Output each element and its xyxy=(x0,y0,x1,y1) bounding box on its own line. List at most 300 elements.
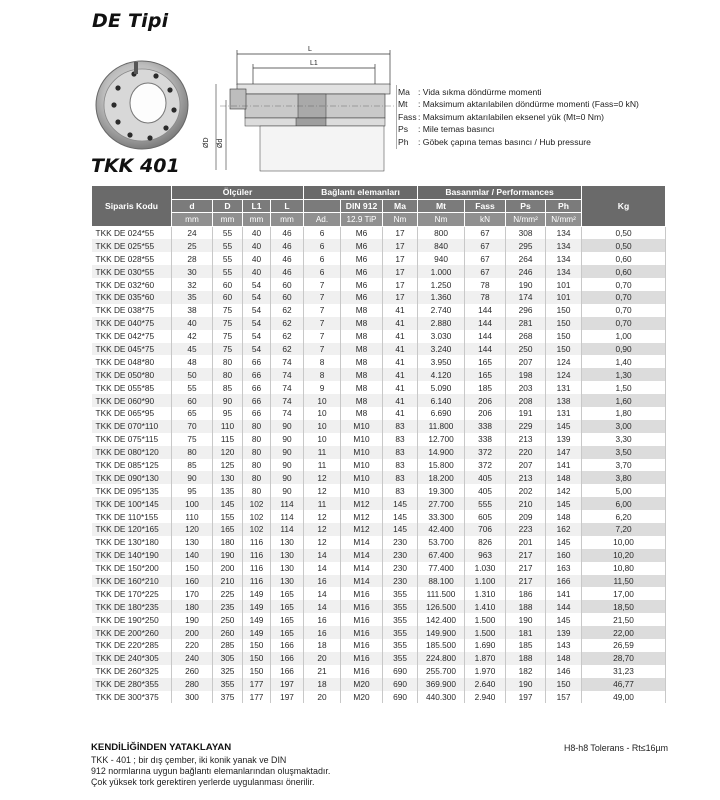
table-cell: 217 xyxy=(506,549,546,562)
dim-phi-d-label: Ød xyxy=(217,138,224,148)
table-cell: 41 xyxy=(383,368,418,381)
table-cell: 40 xyxy=(243,239,271,252)
table-cell: M6 xyxy=(341,265,383,278)
table-cell: 0,70 xyxy=(582,278,666,291)
table-cell: 165 xyxy=(271,587,304,600)
col-fass: Fass xyxy=(465,199,506,213)
table-cell: 14 xyxy=(304,587,341,600)
table-cell: 149 xyxy=(243,587,271,600)
table-cell: 197 xyxy=(506,691,546,704)
table-cell: 74 xyxy=(271,368,304,381)
table-row xyxy=(92,394,666,407)
table-cell: 210 xyxy=(506,497,546,510)
table-cell: 4.120 xyxy=(418,368,465,381)
table-cell: 65 xyxy=(172,407,213,420)
table-cell: M14 xyxy=(341,549,383,562)
product-photo xyxy=(90,50,195,155)
table-cell: 163 xyxy=(546,562,582,575)
table-cell: 405 xyxy=(465,471,506,484)
table-row xyxy=(92,278,666,291)
table-cell: 826 xyxy=(465,536,506,549)
table-cell: 41 xyxy=(383,304,418,317)
table-cell: 9 xyxy=(304,381,341,394)
table-cell: 130 xyxy=(271,536,304,549)
table-cell: 141 xyxy=(546,459,582,472)
col-din: DIN 912 xyxy=(341,199,383,213)
legend-row: Fass : Maksimum aktarılabilen eksenel yük (Mt=0 Nm) xyxy=(398,111,605,122)
table-cell: 280 xyxy=(172,678,213,691)
order-code-cell: TKK DE 024*55 xyxy=(92,226,172,239)
order-code-cell: TKK DE 160*210 xyxy=(92,575,172,588)
spec-table xyxy=(91,185,666,703)
order-code-cell: TKK DE 130*180 xyxy=(92,536,172,549)
table-cell: 170 xyxy=(172,587,213,600)
table-cell: 174 xyxy=(506,291,546,304)
order-code-cell: TKK DE 050*80 xyxy=(92,368,172,381)
table-cell: 165 xyxy=(465,368,506,381)
table-cell: M20 xyxy=(341,678,383,691)
legend-row: Mt : Maksimum aktarılabilen döndürme momenti (Fass=0 kN) xyxy=(398,99,639,110)
table-cell: 130 xyxy=(271,562,304,575)
table-cell: 16 xyxy=(304,613,341,626)
table-cell: 62 xyxy=(271,330,304,343)
table-row xyxy=(92,497,666,510)
table-cell: 148 xyxy=(546,652,582,665)
table-cell: 1.000 xyxy=(418,265,465,278)
table-row xyxy=(92,600,666,613)
table-cell: M8 xyxy=(341,304,383,317)
table-cell: 60 xyxy=(213,291,243,304)
order-code-cell: TKK DE 300*375 xyxy=(92,691,172,704)
table-cell: 150 xyxy=(546,317,582,330)
table-cell: 140 xyxy=(172,549,213,562)
table-cell: 1,60 xyxy=(582,394,666,407)
table-cell: 190 xyxy=(172,613,213,626)
table-cell: 150 xyxy=(243,665,271,678)
table-cell: 0,50 xyxy=(582,226,666,239)
table-cell: 10,20 xyxy=(582,549,666,562)
table-cell: 28,70 xyxy=(582,652,666,665)
table-cell: 126.500 xyxy=(418,600,465,613)
table-cell: 166 xyxy=(546,575,582,588)
order-code-cell: TKK DE 085*125 xyxy=(92,459,172,472)
table-cell: 180 xyxy=(213,536,243,549)
table-cell: 250 xyxy=(506,343,546,356)
table-cell: M16 xyxy=(341,639,383,652)
table-cell: 80 xyxy=(243,420,271,433)
table-cell: 80 xyxy=(172,446,213,459)
table-cell: 33.300 xyxy=(418,510,465,523)
table-cell: 83 xyxy=(383,446,418,459)
table-cell: 7 xyxy=(304,317,341,330)
legend-row: Ph : Göbek çapına temas basıncı / Hub pressure xyxy=(398,136,591,147)
table-cell: 83 xyxy=(383,484,418,497)
table-cell: 217 xyxy=(506,575,546,588)
table-cell: 246 xyxy=(506,265,546,278)
table-cell: 605 xyxy=(465,510,506,523)
table-cell: 2.880 xyxy=(418,317,465,330)
table-cell: 50 xyxy=(172,368,213,381)
table-cell: 27.700 xyxy=(418,497,465,510)
table-cell: 0,70 xyxy=(582,317,666,330)
table-cell: 355 xyxy=(383,626,418,639)
table-cell: 74 xyxy=(271,381,304,394)
table-cell: 3,70 xyxy=(582,459,666,472)
table-cell: 41 xyxy=(383,355,418,368)
table-cell: 14 xyxy=(304,562,341,575)
table-cell: 131 xyxy=(546,407,582,420)
table-cell: 250 xyxy=(213,613,243,626)
table-cell: 120 xyxy=(172,523,213,536)
table-cell: M6 xyxy=(341,278,383,291)
legend-row: Ma : Vida sıkma döndürme momenti xyxy=(398,87,542,97)
technical-drawing xyxy=(200,40,400,175)
table-cell: 67 xyxy=(465,226,506,239)
table-cell: 62 xyxy=(271,317,304,330)
table-cell: 30 xyxy=(172,265,213,278)
table-cell: 225 xyxy=(213,587,243,600)
table-cell: M8 xyxy=(341,317,383,330)
table-cell: 6 xyxy=(304,239,341,252)
table-cell: 101 xyxy=(546,278,582,291)
table-cell: 75 xyxy=(213,330,243,343)
table-cell: 66 xyxy=(243,355,271,368)
table-cell: 138 xyxy=(546,394,582,407)
unit-mt: Nm xyxy=(418,213,465,227)
table-cell: 405 xyxy=(465,484,506,497)
table-cell: 114 xyxy=(271,497,304,510)
table-cell: 1.360 xyxy=(418,291,465,304)
table-cell: 5.090 xyxy=(418,381,465,394)
table-cell: 75 xyxy=(213,343,243,356)
table-cell: 144 xyxy=(465,304,506,317)
order-code-cell: TKK DE 110*155 xyxy=(92,510,172,523)
table-row xyxy=(92,446,666,459)
order-code-cell: TKK DE 140*190 xyxy=(92,549,172,562)
table-cell: 1.690 xyxy=(465,639,506,652)
table-cell: 74 xyxy=(271,355,304,368)
table-cell: 185 xyxy=(506,639,546,652)
table-row xyxy=(92,291,666,304)
table-cell: 355 xyxy=(383,600,418,613)
table-cell: 11 xyxy=(304,459,341,472)
table-cell: 145 xyxy=(383,497,418,510)
table-cell: 120 xyxy=(213,446,243,459)
table-cell: 10,00 xyxy=(582,536,666,549)
table-cell: 1,50 xyxy=(582,381,666,394)
table-cell: 3,00 xyxy=(582,420,666,433)
table-cell: 67 xyxy=(465,265,506,278)
footer-heading: KENDİLİĞİNDEN YATAKLAYAN xyxy=(91,742,232,753)
table-cell: 963 xyxy=(465,549,506,562)
table-cell: 40 xyxy=(243,226,271,239)
table-cell: 54 xyxy=(243,278,271,291)
table-cell: 17 xyxy=(383,291,418,304)
table-cell: 134 xyxy=(546,239,582,252)
table-cell: 305 xyxy=(213,652,243,665)
table-cell: 800 xyxy=(418,226,465,239)
table-cell: 135 xyxy=(213,484,243,497)
order-code-cell: TKK DE 045*75 xyxy=(92,343,172,356)
table-cell: 325 xyxy=(213,665,243,678)
table-cell: 31,23 xyxy=(582,665,666,678)
table-cell: M6 xyxy=(341,226,383,239)
table-cell: 144 xyxy=(546,600,582,613)
table-cell: 78 xyxy=(465,291,506,304)
table-cell: 201 xyxy=(506,536,546,549)
table-cell: 177 xyxy=(243,691,271,704)
table-cell: 146 xyxy=(546,665,582,678)
table-cell: 160 xyxy=(172,575,213,588)
table-cell: 55 xyxy=(172,381,213,394)
table-row xyxy=(92,523,666,536)
table-cell: 200 xyxy=(172,626,213,639)
table-cell: 7 xyxy=(304,304,341,317)
table-cell: 190 xyxy=(506,613,546,626)
table-cell: 7 xyxy=(304,278,341,291)
table-row xyxy=(92,239,666,252)
table-cell: 690 xyxy=(383,665,418,678)
order-code-cell: TKK DE 090*130 xyxy=(92,471,172,484)
table-cell: 14 xyxy=(304,600,341,613)
table-cell: 90 xyxy=(213,394,243,407)
table-cell: 60 xyxy=(271,291,304,304)
table-cell: M16 xyxy=(341,587,383,600)
unit-fass: kN xyxy=(465,213,506,227)
table-cell: M8 xyxy=(341,368,383,381)
table-cell: 8 xyxy=(304,368,341,381)
table-cell: 220 xyxy=(506,446,546,459)
table-row xyxy=(92,626,666,639)
table-cell: 200 xyxy=(213,562,243,575)
table-cell: 1.870 xyxy=(465,652,506,665)
table-cell: 114 xyxy=(271,510,304,523)
table-cell: 206 xyxy=(465,394,506,407)
table-cell: 268 xyxy=(506,330,546,343)
order-code-cell: TKK DE 220*285 xyxy=(92,639,172,652)
table-cell: 706 xyxy=(465,523,506,536)
footer-line: TKK - 401 ; bir dış çember, iki konik yanak ve DIN xyxy=(91,755,287,765)
table-cell: 149 xyxy=(243,626,271,639)
table-cell: 18 xyxy=(304,639,341,652)
table-cell: 355 xyxy=(383,587,418,600)
col-ma: Ma xyxy=(383,199,418,213)
table-cell: 264 xyxy=(506,252,546,265)
table-cell: 12 xyxy=(304,536,341,549)
table-cell: 1.250 xyxy=(418,278,465,291)
table-row xyxy=(92,355,666,368)
table-cell: 10 xyxy=(304,433,341,446)
table-cell: 78 xyxy=(465,278,506,291)
table-cell: 165 xyxy=(465,355,506,368)
table-cell: 102 xyxy=(243,497,271,510)
table-cell: 260 xyxy=(172,665,213,678)
table-cell: 12 xyxy=(304,523,341,536)
table-cell: M10 xyxy=(341,471,383,484)
table-cell: M8 xyxy=(341,355,383,368)
table-cell: 80 xyxy=(243,446,271,459)
unit-ma: Nm xyxy=(383,213,418,227)
table-cell: 139 xyxy=(546,433,582,446)
table-cell: 95 xyxy=(172,484,213,497)
table-cell: 134 xyxy=(546,226,582,239)
table-cell: 83 xyxy=(383,471,418,484)
table-cell: 230 xyxy=(383,549,418,562)
table-cell: 190 xyxy=(213,549,243,562)
col-order-code: Siparis Kodu xyxy=(92,186,172,227)
table-cell: 150 xyxy=(546,304,582,317)
table-cell: 55 xyxy=(213,252,243,265)
table-cell: 149 xyxy=(243,600,271,613)
table-cell: 54 xyxy=(243,330,271,343)
table-cell: 11,50 xyxy=(582,575,666,588)
table-cell: 38 xyxy=(172,304,213,317)
table-cell: 83 xyxy=(383,433,418,446)
table-cell: 208 xyxy=(506,394,546,407)
table-cell: 240 xyxy=(172,652,213,665)
table-cell: 181 xyxy=(506,626,546,639)
order-code-cell: TKK DE 080*120 xyxy=(92,446,172,459)
table-cell: 60 xyxy=(271,278,304,291)
table-cell: 260 xyxy=(213,626,243,639)
table-cell: 150 xyxy=(546,343,582,356)
table-cell: 75 xyxy=(213,304,243,317)
table-cell: 35 xyxy=(172,291,213,304)
table-cell: 188 xyxy=(506,652,546,665)
table-cell: 116 xyxy=(243,549,271,562)
table-cell: 75 xyxy=(172,433,213,446)
table-cell: 46 xyxy=(271,226,304,239)
table-cell: 90 xyxy=(271,484,304,497)
table-cell: 14.900 xyxy=(418,446,465,459)
order-code-cell: TKK DE 240*305 xyxy=(92,652,172,665)
table-row xyxy=(92,510,666,523)
table-cell: 54 xyxy=(243,291,271,304)
table-cell: M16 xyxy=(341,652,383,665)
unit-ps: N/mm² xyxy=(506,213,546,227)
table-cell: M10 xyxy=(341,459,383,472)
table-cell: 53.700 xyxy=(418,536,465,549)
table-cell: 130 xyxy=(213,471,243,484)
dim-L1-label: L1 xyxy=(310,60,318,67)
table-cell: 134 xyxy=(546,265,582,278)
table-cell: 124 xyxy=(546,355,582,368)
footer-description xyxy=(91,755,330,789)
table-cell: 440.300 xyxy=(418,691,465,704)
table-cell: 145 xyxy=(213,497,243,510)
table-cell: M14 xyxy=(341,536,383,549)
table-row xyxy=(92,459,666,472)
table-cell: 10 xyxy=(304,420,341,433)
table-cell: 166 xyxy=(271,639,304,652)
table-cell: 209 xyxy=(506,510,546,523)
table-cell: 41 xyxy=(383,407,418,420)
table-cell: 16 xyxy=(304,575,341,588)
table-row xyxy=(92,471,666,484)
table-cell: 229 xyxy=(506,420,546,433)
table-cell: 70 xyxy=(172,420,213,433)
table-cell: 150 xyxy=(243,652,271,665)
table-cell: 5,00 xyxy=(582,484,666,497)
order-code-cell: TKK DE 065*95 xyxy=(92,407,172,420)
table-cell: 230 xyxy=(383,536,418,549)
col-mt: Mt xyxy=(418,199,465,213)
table-cell: 45 xyxy=(172,343,213,356)
table-row xyxy=(92,304,666,317)
table-cell: 55 xyxy=(213,226,243,239)
table-cell: 80 xyxy=(213,355,243,368)
table-cell: 80 xyxy=(213,368,243,381)
table-cell: 116 xyxy=(243,536,271,549)
table-cell: 155 xyxy=(213,510,243,523)
table-cell: 355 xyxy=(383,652,418,665)
table-cell: M14 xyxy=(341,562,383,575)
table-cell: 166 xyxy=(271,665,304,678)
table-cell: 6 xyxy=(304,226,341,239)
table-cell: 6.140 xyxy=(418,394,465,407)
table-cell: 80 xyxy=(243,459,271,472)
order-code-cell: TKK DE 070*110 xyxy=(92,420,172,433)
table-cell: 21 xyxy=(304,665,341,678)
table-cell: 7 xyxy=(304,291,341,304)
table-cell: 145 xyxy=(383,523,418,536)
table-cell: 130 xyxy=(271,549,304,562)
table-row xyxy=(92,381,666,394)
table-cell: 80 xyxy=(243,471,271,484)
table-cell: 338 xyxy=(465,433,506,446)
table-cell: 6 xyxy=(304,252,341,265)
table-cell: 25 xyxy=(172,239,213,252)
table-cell: 148 xyxy=(546,510,582,523)
table-cell: 191 xyxy=(506,407,546,420)
table-cell: 165 xyxy=(213,523,243,536)
table-row xyxy=(92,330,666,343)
table-cell: 308 xyxy=(506,226,546,239)
table-cell: 18.200 xyxy=(418,471,465,484)
table-cell: 83 xyxy=(383,459,418,472)
dim-L-label: L xyxy=(308,46,312,53)
table-cell: 40 xyxy=(243,265,271,278)
table-cell: 11.800 xyxy=(418,420,465,433)
table-cell: 134 xyxy=(546,252,582,265)
table-cell: 285 xyxy=(213,639,243,652)
table-cell: 0,60 xyxy=(582,252,666,265)
table-cell: 41 xyxy=(383,317,418,330)
table-cell: 296 xyxy=(506,304,546,317)
table-cell: 1.500 xyxy=(465,626,506,639)
table-cell: 10,80 xyxy=(582,562,666,575)
order-code-cell: TKK DE 180*235 xyxy=(92,600,172,613)
table-cell: 101 xyxy=(546,291,582,304)
table-cell: 42 xyxy=(172,330,213,343)
order-code-cell: TKK DE 030*55 xyxy=(92,265,172,278)
table-cell: 149 xyxy=(243,613,271,626)
table-cell: 124 xyxy=(546,368,582,381)
table-cell: M10 xyxy=(341,420,383,433)
table-cell: M12 xyxy=(341,497,383,510)
table-cell: 223 xyxy=(506,523,546,536)
table-row xyxy=(92,226,666,239)
table-cell: 67 xyxy=(465,239,506,252)
table-cell: 111.500 xyxy=(418,587,465,600)
table-cell: M8 xyxy=(341,407,383,420)
order-code-cell: TKK DE 095*135 xyxy=(92,484,172,497)
table-cell: 142 xyxy=(546,484,582,497)
table-cell: 7 xyxy=(304,343,341,356)
table-cell: 17 xyxy=(383,278,418,291)
table-cell: 690 xyxy=(383,691,418,704)
table-cell: 190 xyxy=(506,678,546,691)
